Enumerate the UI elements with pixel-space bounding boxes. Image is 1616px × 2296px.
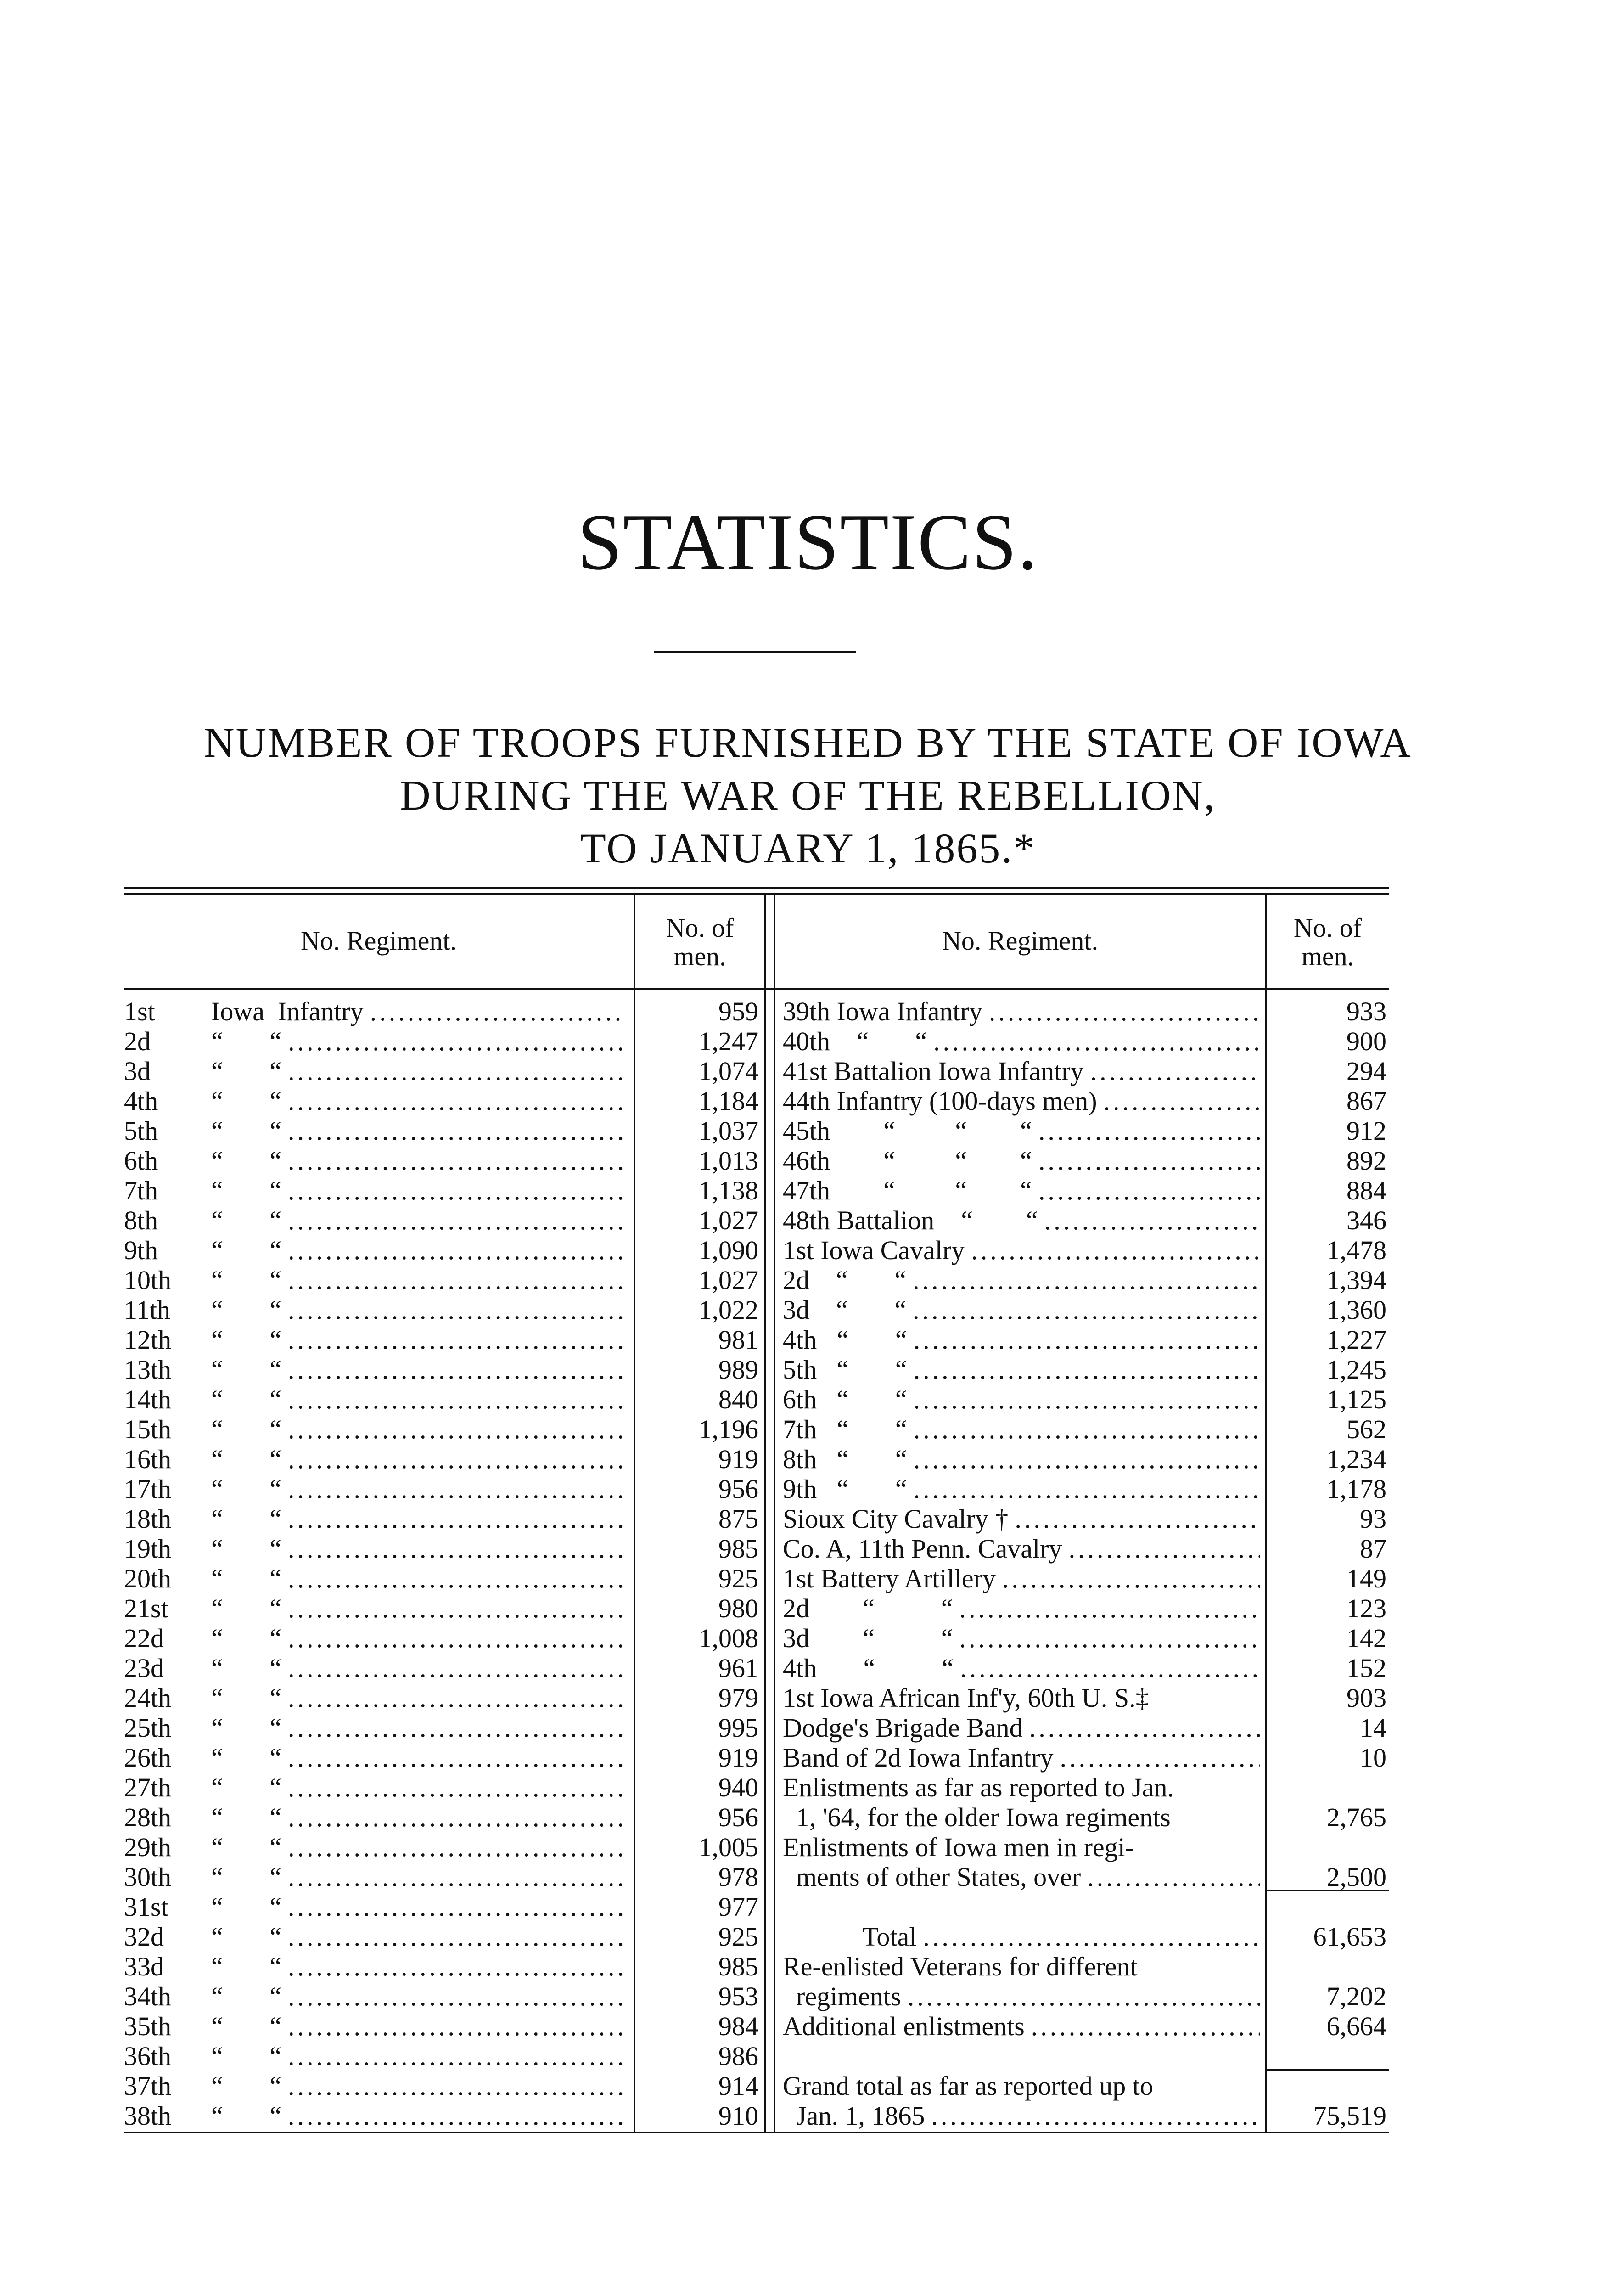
right-row-regiment: 44th Infantry (100-days men) ..... bbox=[783, 1086, 1260, 1116]
left-row-number: 22d bbox=[124, 1623, 164, 1653]
left-row-men: 1,022 bbox=[698, 1295, 758, 1325]
left-row-regiment: Iowa Infantry ..... bbox=[211, 996, 624, 1026]
table-bottom-rule bbox=[124, 2132, 1389, 2133]
right-row-men: 61,653 bbox=[1313, 1922, 1386, 1952]
left-row-men: 1,138 bbox=[698, 1176, 758, 1205]
right-row-men: 933 bbox=[1347, 996, 1386, 1026]
left-row-number: 4th bbox=[124, 1086, 158, 1116]
right-row-regiment: 45th “ “ “ ..... bbox=[783, 1116, 1260, 1146]
right-row-regiment: 9th “ “ ..... bbox=[783, 1474, 1260, 1504]
right-row-men: 912 bbox=[1347, 1116, 1386, 1146]
left-row-regiment: “ “ ..... bbox=[211, 1295, 624, 1325]
right-row-regiment: 1st Iowa African Inf'y, 60th U. S.‡ bbox=[783, 1683, 1149, 1713]
right-row-regiment: regiments ..... bbox=[783, 1981, 1260, 2011]
left-row-regiment: “ “ ..... bbox=[211, 1623, 624, 1653]
left-row-regiment: “ “ ..... bbox=[211, 1325, 624, 1355]
right-row-regiment: 4th “ “ ..... bbox=[783, 1325, 1260, 1355]
table-top-rule bbox=[124, 887, 1389, 889]
left-row-men: 961 bbox=[718, 1653, 758, 1683]
left-row-men: 914 bbox=[718, 2071, 758, 2101]
right-regiment-header: No. Regiment. bbox=[942, 926, 1098, 956]
left-row-regiment: “ “ ..... bbox=[211, 1355, 624, 1384]
left-row-men: 995 bbox=[718, 1713, 758, 1743]
left-row-number: 14th bbox=[124, 1384, 172, 1414]
left-row-men: 956 bbox=[718, 1474, 758, 1504]
left-row-number: 11th bbox=[124, 1295, 170, 1325]
grand-total-rule bbox=[1267, 2069, 1389, 2071]
left-row-number: 28th bbox=[124, 1802, 172, 1832]
right-row-regiment: 47th “ “ “ ..... bbox=[783, 1176, 1260, 1205]
left-row-number: 32d bbox=[124, 1922, 164, 1952]
right-row-men: 1,125 bbox=[1326, 1384, 1386, 1414]
right-row-regiment: 48th Battalion “ “ ..... bbox=[783, 1205, 1260, 1235]
left-row-regiment: “ “ ..... bbox=[211, 1743, 624, 1773]
left-men-header: No. of men. bbox=[666, 913, 734, 971]
left-row-number: 24th bbox=[124, 1683, 172, 1713]
left-row-number: 23d bbox=[124, 1653, 164, 1683]
right-row-men: 884 bbox=[1347, 1176, 1386, 1205]
left-row-regiment: “ “ ..... bbox=[211, 1414, 624, 1444]
right-row-regiment: Additional enlistments ..... bbox=[783, 2011, 1260, 2041]
left-row-men: 919 bbox=[718, 1444, 758, 1474]
right-row-men: 123 bbox=[1347, 1593, 1386, 1623]
left-row-men: 981 bbox=[718, 1325, 758, 1355]
right-row-men: 142 bbox=[1347, 1623, 1386, 1653]
heading-line-3: TO JANUARY 1, 1865.* bbox=[580, 825, 1036, 872]
right-row-men: 562 bbox=[1347, 1414, 1386, 1444]
left-row-regiment: “ “ ..... bbox=[211, 2101, 624, 2131]
page-title: STATISTICS. bbox=[577, 497, 1039, 586]
right-row-men: 903 bbox=[1347, 1683, 1386, 1713]
right-row-men: 900 bbox=[1347, 1026, 1386, 1056]
right-row-regiment: 4th “ “ ..... bbox=[783, 1653, 1260, 1683]
left-row-number: 13th bbox=[124, 1355, 172, 1384]
left-row-number: 1st bbox=[124, 996, 155, 1026]
table-heading bbox=[0, 716, 1616, 875]
right-row-men: 892 bbox=[1347, 1146, 1386, 1176]
table-top-rule-2 bbox=[124, 893, 1389, 895]
right-row-men: 867 bbox=[1347, 1086, 1386, 1116]
left-row-regiment: “ “ ..... bbox=[211, 1176, 624, 1205]
left-row-number: 36th bbox=[124, 2041, 172, 2071]
right-men-header: No. of men. bbox=[1293, 913, 1362, 971]
left-row-number: 19th bbox=[124, 1534, 172, 1564]
right-row-men: 2,500 bbox=[1326, 1862, 1386, 1892]
left-row-number: 30th bbox=[124, 1862, 172, 1892]
right-row-men: 75,519 bbox=[1313, 2101, 1386, 2131]
left-row-regiment: “ “ ..... bbox=[211, 1235, 624, 1265]
right-row-men: 7,202 bbox=[1326, 1981, 1386, 2011]
left-row-number: 27th bbox=[124, 1773, 172, 1802]
left-row-men: 985 bbox=[718, 1534, 758, 1564]
left-row-men: 953 bbox=[718, 1981, 758, 2011]
left-row-men: 925 bbox=[718, 1922, 758, 1952]
right-row-regiment: 1st Battery Artillery ..... bbox=[783, 1564, 1260, 1593]
left-row-men: 1,247 bbox=[698, 1026, 758, 1056]
total-rule bbox=[1267, 1890, 1389, 1891]
right-row-regiment: 2d “ “ ..... bbox=[783, 1265, 1260, 1295]
left-row-regiment: “ “ ..... bbox=[211, 1952, 624, 1981]
left-row-number: 38th bbox=[124, 2101, 172, 2131]
right-row-regiment: 2d “ “ ..... bbox=[783, 1593, 1260, 1623]
left-row-regiment: “ “ ..... bbox=[211, 1056, 624, 1086]
left-row-regiment: “ “ ..... bbox=[211, 1653, 624, 1683]
left-row-regiment: “ “ ..... bbox=[211, 1205, 624, 1235]
left-row-men: 956 bbox=[718, 1802, 758, 1832]
left-row-regiment: “ “ ..... bbox=[211, 1026, 624, 1056]
right-row-men: 1,478 bbox=[1326, 1235, 1386, 1265]
right-row-regiment: Grand total as far as reported up to bbox=[783, 2071, 1153, 2101]
right-row-regiment: Dodge's Brigade Band ..... bbox=[783, 1713, 1260, 1743]
left-row-number: 17th bbox=[124, 1474, 172, 1504]
left-row-regiment: “ “ ..... bbox=[211, 1504, 624, 1534]
right-row-regiment: 46th “ “ “ ..... bbox=[783, 1146, 1260, 1176]
title-divider bbox=[654, 651, 856, 653]
right-row-men: 1,360 bbox=[1326, 1295, 1386, 1325]
left-row-regiment: “ “ ..... bbox=[211, 1802, 624, 1832]
right-row-regiment: Total ..... bbox=[783, 1922, 1260, 1952]
left-row-men: 986 bbox=[718, 2041, 758, 2071]
left-row-men: 1,027 bbox=[698, 1205, 758, 1235]
right-row-regiment: 40th “ “ ..... bbox=[783, 1026, 1260, 1056]
right-row-regiment: Re-enlisted Veterans for different bbox=[783, 1952, 1138, 1981]
left-row-number: 9th bbox=[124, 1235, 158, 1265]
right-row-regiment: Enlistments as far as reported to Jan. bbox=[783, 1773, 1174, 1802]
left-men-divider bbox=[634, 893, 635, 2132]
right-row-men: 1,234 bbox=[1326, 1444, 1386, 1474]
left-row-number: 7th bbox=[124, 1176, 158, 1205]
left-row-men: 1,074 bbox=[698, 1056, 758, 1086]
left-row-regiment: “ “ ..... bbox=[211, 2071, 624, 2101]
left-row-men: 1,005 bbox=[698, 1832, 758, 1862]
left-row-number: 35th bbox=[124, 2011, 172, 2041]
right-row-regiment: 3d “ “ ..... bbox=[783, 1295, 1260, 1325]
right-row-men: 1,245 bbox=[1326, 1355, 1386, 1384]
right-row-men: 1,178 bbox=[1326, 1474, 1386, 1504]
left-row-men: 980 bbox=[718, 1593, 758, 1623]
left-row-regiment: “ “ ..... bbox=[211, 2041, 624, 2071]
left-row-number: 26th bbox=[124, 1743, 172, 1773]
right-row-regiment: 5th “ “ ..... bbox=[783, 1355, 1260, 1384]
right-row-men: 14 bbox=[1360, 1713, 1386, 1743]
left-row-men: 1,090 bbox=[698, 1235, 758, 1265]
right-row-regiment: ments of other States, over ..... bbox=[783, 1862, 1260, 1892]
right-men-divider bbox=[1265, 893, 1267, 2132]
left-row-regiment: “ “ ..... bbox=[211, 1146, 624, 1176]
left-row-regiment: “ “ ..... bbox=[211, 1444, 624, 1474]
left-row-men: 1,184 bbox=[698, 1086, 758, 1116]
heading-line-1: NUMBER OF TROOPS FURNISHED BY THE STATE OF IOWA bbox=[204, 719, 1412, 766]
right-row-regiment: 1, '64, for the older Iowa regiments bbox=[783, 1802, 1171, 1832]
right-row-men: 1,227 bbox=[1326, 1325, 1386, 1355]
left-row-number: 6th bbox=[124, 1146, 158, 1176]
right-row-regiment: Co. A, 11th Penn. Cavalry ..... bbox=[783, 1534, 1260, 1564]
left-row-regiment: “ “ ..... bbox=[211, 1892, 624, 1922]
right-row-regiment: 8th “ “ ..... bbox=[783, 1444, 1260, 1474]
right-row-men: 2,765 bbox=[1326, 1802, 1386, 1832]
left-row-men: 1,196 bbox=[698, 1414, 758, 1444]
left-row-men: 1,013 bbox=[698, 1146, 758, 1176]
left-row-number: 20th bbox=[124, 1564, 172, 1593]
left-row-men: 925 bbox=[718, 1564, 758, 1593]
left-row-regiment: “ “ ..... bbox=[211, 1713, 624, 1743]
left-row-regiment: “ “ ..... bbox=[211, 1593, 624, 1623]
left-row-regiment: “ “ ..... bbox=[211, 1534, 624, 1564]
left-row-number: 34th bbox=[124, 1981, 172, 2011]
right-row-men: 1,394 bbox=[1326, 1265, 1386, 1295]
right-row-men: 294 bbox=[1347, 1056, 1386, 1086]
center-double-rule-b bbox=[774, 893, 775, 2132]
left-row-men: 1,037 bbox=[698, 1116, 758, 1146]
right-row-men: 152 bbox=[1347, 1653, 1386, 1683]
left-row-regiment: “ “ ..... bbox=[211, 1116, 624, 1146]
left-row-number: 10th bbox=[124, 1265, 172, 1295]
left-row-number: 12th bbox=[124, 1325, 172, 1355]
left-row-number: 37th bbox=[124, 2071, 172, 2101]
right-row-men: 346 bbox=[1347, 1205, 1386, 1235]
left-row-number: 8th bbox=[124, 1205, 158, 1235]
left-row-men: 910 bbox=[718, 2101, 758, 2131]
left-row-number: 18th bbox=[124, 1504, 172, 1534]
right-row-regiment: 39th Iowa Infantry ..... bbox=[783, 996, 1260, 1026]
left-row-regiment: “ “ ..... bbox=[211, 2011, 624, 2041]
right-row-regiment: 41st Battalion Iowa Infantry ..... bbox=[783, 1056, 1260, 1086]
left-row-number: 25th bbox=[124, 1713, 172, 1743]
left-regiment-header: No. Regiment. bbox=[301, 926, 457, 956]
heading-line-2: DURING THE WAR OF THE REBELLION, bbox=[400, 772, 1216, 819]
left-row-number: 31st bbox=[124, 1892, 168, 1922]
left-row-regiment: “ “ ..... bbox=[211, 1832, 624, 1862]
left-row-regiment: “ “ ..... bbox=[211, 1922, 624, 1952]
right-row-regiment: 6th “ “ ..... bbox=[783, 1384, 1260, 1414]
right-row-men: 149 bbox=[1347, 1564, 1386, 1593]
left-row-number: 2d bbox=[124, 1026, 151, 1056]
right-row-men: 87 bbox=[1360, 1534, 1386, 1564]
left-row-number: 33d bbox=[124, 1952, 164, 1981]
left-row-regiment: “ “ ..... bbox=[211, 1384, 624, 1414]
left-row-men: 977 bbox=[718, 1892, 758, 1922]
left-row-men: 959 bbox=[718, 996, 758, 1026]
left-row-men: 875 bbox=[718, 1504, 758, 1534]
left-row-number: 29th bbox=[124, 1832, 172, 1862]
left-row-men: 1,027 bbox=[698, 1265, 758, 1295]
left-row-men: 979 bbox=[718, 1683, 758, 1713]
left-row-regiment: “ “ ..... bbox=[211, 1862, 624, 1892]
right-row-men: 10 bbox=[1360, 1743, 1386, 1773]
right-row-men: 6,664 bbox=[1326, 2011, 1386, 2041]
left-row-regiment: “ “ ..... bbox=[211, 1981, 624, 2011]
left-row-regiment: “ “ ..... bbox=[211, 1564, 624, 1593]
left-row-number: 5th bbox=[124, 1116, 158, 1146]
left-row-men: 1,008 bbox=[698, 1623, 758, 1653]
right-row-regiment: Band of 2d Iowa Infantry ..... bbox=[783, 1743, 1260, 1773]
left-row-men: 984 bbox=[718, 2011, 758, 2041]
left-row-number: 15th bbox=[124, 1414, 172, 1444]
center-double-rule-a bbox=[764, 893, 766, 2132]
left-row-regiment: “ “ ..... bbox=[211, 1683, 624, 1713]
left-row-men: 989 bbox=[718, 1355, 758, 1384]
left-row-regiment: “ “ ..... bbox=[211, 1773, 624, 1802]
right-row-regiment: Enlistments of Iowa men in regi- bbox=[783, 1832, 1134, 1862]
right-row-regiment: Jan. 1, 1865 ..... bbox=[783, 2101, 1260, 2131]
left-row-regiment: “ “ ..... bbox=[211, 1265, 624, 1295]
left-row-men: 919 bbox=[718, 1743, 758, 1773]
left-row-number: 16th bbox=[124, 1444, 172, 1474]
left-row-number: 21st bbox=[124, 1593, 168, 1623]
right-row-regiment: 7th “ “ ..... bbox=[783, 1414, 1260, 1444]
right-row-regiment: 1st Iowa Cavalry ..... bbox=[783, 1235, 1260, 1265]
left-row-number: 3d bbox=[124, 1056, 151, 1086]
left-row-men: 940 bbox=[718, 1773, 758, 1802]
left-row-regiment: “ “ ..... bbox=[211, 1086, 624, 1116]
right-row-regiment: Sioux City Cavalry † ..... bbox=[783, 1504, 1260, 1534]
header-bottom-rule bbox=[124, 988, 1389, 990]
right-row-men: 93 bbox=[1360, 1504, 1386, 1534]
left-row-men: 978 bbox=[718, 1862, 758, 1892]
left-row-men: 840 bbox=[718, 1384, 758, 1414]
right-row-regiment: 3d “ “ ..... bbox=[783, 1623, 1260, 1653]
left-row-men: 985 bbox=[718, 1952, 758, 1981]
left-row-regiment: “ “ ..... bbox=[211, 1474, 624, 1504]
